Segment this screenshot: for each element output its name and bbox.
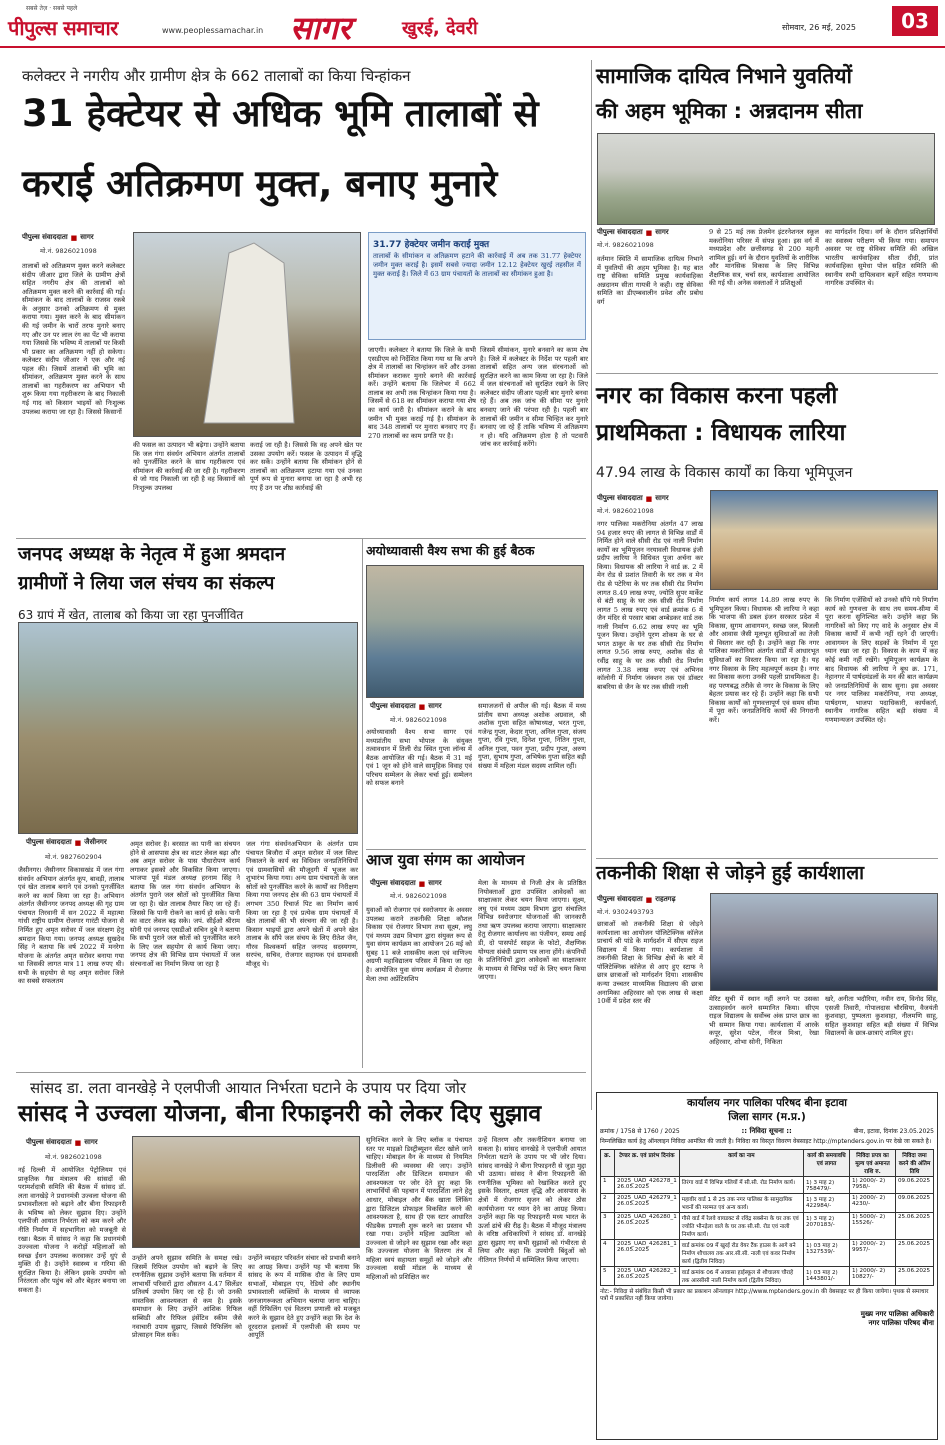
table-row [601,1193,934,1212]
tender-table [600,1149,934,1286]
tender-intro: निम्नलिखित कार्य हेतु ऑनलाइन निविदा आमंत्रित की जाती है। निविदा का विस्तृत विवरण वेबसाइट http://mptenders.gov.in पर देखे जा सकते है। [600,1138,932,1145]
yuva-col-2: मेला के माध्यम से निजी क्षेत्र के प्रतिष्ठित नियोक्ताओं द्वारा उपस्थित आवेदकों का साक्षात्कार लेकर चयन किया जाएगा। सूक्ष्म, लघु एवं मध्यम उद्यम विभाग द्वारा संचालित विभिन्न स्वरोजगार योजनाओं की जानकारी तथा ऋण उपलब्ध कराया जाएगा। साक्षात्कार हेतु रोजगार कार्यालय का पंजीयन, समग्र आई डी, दो पासपोर्ट साइज के फोटो, शैक्षणिक योग्यता संबंधी प्रमाण पत्र लाना होंगे। कंपनियों के प्रतिनिधियों द्वारा आवेदकों का साक्षात्कार के माध्यम से विभिन्न पदों के लिए चयन किया जाएगा। [478,879,586,982]
seva-col-3: का मार्गदर्शन दिया। वर्ग के दौरान प्रशिक्षार्थियों का स्वास्थ्य परीक्षण भी किया गया। समापन अवसर पर राष्ट्र सेविका समिति की अखिल भारतीय कार्यवाहिका सीता दीदी, प्रांत कार्यवाहिका सुमेधा पोल सहित समिति की स्थानीय सभी दायित्ववान बहनें सहित गणमान्य नागरिक उपस्थित थे। [825,228,938,288]
byline-separator: ■ [645,494,653,503]
byline-name: पीपुल्स संवाददाता [26,1138,72,1146]
tender-dated: बीना, इटावा, दिनांक 23.05.2025 [853,1128,934,1135]
tender-fee: 1) 5000/- 2) 15526/- [850,1212,896,1239]
vikas-mobile: मो.नं. 9826021098 [597,507,654,515]
tender-district: जिला सागर (म.प्र.) [728,1111,806,1123]
yuva-headline: आज युवा संगम का आयोजन [366,851,525,869]
janpad-col-2: अमृत सरोवर है। बरसात का पानी का संचयन होने से आसपास क्षेत्र का वाटर लेवल बढ़ा और अब अमृत सरोवर के पास पौधारोपण कार्य लगाकर इसको और विकसित किया जाएगा। भाजपा पूर्व मंडल अध्यक्ष हरनाम सिंह ने बताया कि जल गंगा संवर्धन अभियान के अंतर्गत पुराने जल स्रोतों को पुनर्जीवित किया जा रहा है। खेत तालाब तैयार किए जा रहे हैं। जिससे कि पानी रोकने का कार्य हो सके। पानी का वाटर लेवल बढ़ सके। जपं. सीईओ श्रीराम सोनी एवं जनपद एसडीओ सचिन दुबे ने बताया कि सभी पुराने जल स्रोतों को पुनर्जीवित करने के लिए जल सहयोग से कार्य किया जाए। जनपद क्षेत्र की विभिन्न ग्राम पंचायतों में जल संरचनाओं का निर्माण किया जा रहा है [130,840,240,968]
seva-mobile: मो.नं. 9826021098 [597,241,654,249]
byline-place: जैसीनगर [84,838,107,846]
tender-no: 2025_UAD_426281_1 26.05.2025 [615,1239,680,1266]
vikas-headline-1: नगर का विकास करना पहली [596,383,838,409]
info-box-title: 31.77 हेक्टेयर जमीन कराई मुक्त [373,240,490,250]
column-divider [591,60,592,1110]
tender-signatory-2: नगर पालिका परिषद बीना [868,1318,934,1327]
byline-name: पीपुल्स संवाददाता [22,233,68,241]
brand-logo: पीपुल्स समाचार [8,16,118,40]
sansad-col-4: सुनिश्चित करने के लिए ब्लॉक व पंचायत स्तर पर माइक्रो डिस्ट्रीब्यूशन सेंटर खोले जाने चाहिए। मोबाइल वैन के माध्यम से नियमित डिलीवरी की व्यवस्था की जाए। उन्होंने पारदर्शिता और डिजिटल समाधान की आवश्यकता पर जोर देते हुए कहा कि लाभार्थियों की पहचान में पारदर्शिता लाने हेतु आधार, मोबाइल और बैंक खाता लिंकिंग द्वारा डिजिटल प्रोफाइल विकसित करने की आवश्यकता है, साथ ही एक स्टार आधारित फीडबैक प्रणाली शुरू करने का प्रस्ताव भी रखा गया। उन्होंने महिला उद्यमिता को उज्ज्वला से जोड़ने का सुझाव रखा और कहा कि उज्ज्वला योजना के वितरण तंत्र में महिला स्वयं सहायता समूहों को जोड़ने और उज्ज्वला सखी मॉडल के माध्यम से महिलाओं को प्रशिक्षित कर [366,1136,472,1281]
munara-pillar-graphic [134,233,362,438]
tender-last-date: 09.06.2025 [896,1193,934,1212]
janpad-col-1: जैसीनगर। जैसीनगर विकासखंड में जल गंगा संवर्धन अभियान अंतर्गत कूप, बावड़ी, तालाब एवं खेत तालाब बनाने एवं उनको पुनर्जीवित करने का कार्य किया जा रहा है। अभियान अंतर्गत जैसीनगर जनपद अध्यक्ष की गृह ग्राम पंचायत तिरवानी में सन 2022 में महात्मा गांधी राष्ट्रीय ग्रामीण रोजगार गारंटी योजना से निर्मित हुए अमृत सरोवर में जल संरक्षण हेतु श्रमदान किया गया। जनपद अध्यक्ष सुखदेव सिंह ने बताया कि वर्ष 2022 में मनरेगा योजना के अंतर्गत अमृत सरोवर बनाया गया था जिसकी लागत मात्र 11 लाख रुपए थी। सभी के सहयोग से यह अमृत सरोवर जिले का सबसे सफलतम [18,866,124,986]
byline-place: सागर [655,494,669,502]
tender-title: :: निविदा सूचना :: [741,1127,792,1135]
tender-period: 1) 03 माह 2) 1327539/- [804,1239,850,1266]
tender-fee: 1) 2000/- 2) 7958/- [850,1176,896,1193]
tender-work: महावीर वार्ड 1 से 25 तक नगर पालिका के सामुदायिक भवनों की मरम्मत एवं अन्य कार्य। [679,1193,803,1212]
karyashala-col-2: मेरिट सूची में स्थान नहीं लगने पर उसका उत्साहवर्धन करने सम्मानित किया। सीएम राइज विद्यालय के सर्वोच्च अंक प्राप्त छात्र का भी सम्मान किया गया। कार्यशाला में आरके कपूर, सुरेश पटेल, नीरज मिश्रा, रेखा अहिरवार, शोभा सोनी, निकिता [709,995,819,1046]
seva-byline [597,228,669,237]
byline-place: सागर [84,1138,98,1146]
tender-col-header: निविदा जमा करने की अंतिम तिथि [896,1149,934,1176]
vaishya-mobile: मो.नं. 9826021098 [390,716,447,724]
tender-work: वार्ड क्रमांक 09 में खुरई रोड वेयर टैंक हाउस के आगे बने निर्माण शौचालय तक आर.सी.सी. नाली एवं कवर निर्माण कार्य (द्वितीय निविदा) [679,1239,803,1266]
janpad-headline-1: जनपद अध्यक्ष के नेतृत्व में हुआ श्रमदान [18,544,286,565]
sansad-byline [26,1138,98,1147]
info-box-text: तालाबों के सीमांकन व अतिक्रमण हटाने की कार्रवाई में अब तक 31.77 हेक्टेयर जमीन मुक्त कराई है। इसमें सबसे ज्यादा जमीन 12.12 हेक्टेयर खुरई तहसील में मुक्त कराई है। जिले में 63 ग्राम पंचायतों के तालाबों का सीमांकन हुआ है। [373,252,581,278]
section-rule [362,538,363,1068]
city-title: सागर [290,9,352,47]
tender-notice [596,1092,938,1440]
tender-col-header: टेण्डर क्र. एवं प्रारंभ दिनांक [615,1149,680,1176]
tender-sn: 2 [601,1193,615,1212]
vaishya-photo-meeting [366,565,584,698]
tender-no: 2025_UAD_426279_1 26.05.2025 [615,1193,680,1212]
byline-separator: ■ [74,838,82,847]
section-rule [16,1072,586,1073]
tender-last-date: 25.06.2025 [896,1212,934,1239]
sansad-kicker: सांसद डा. लता वानखेड़े ने एलपीजी आयात निर्भरता घटाने के उपाय पर दिया जोर [30,1079,466,1097]
lead-kicker: कलेक्टर ने नगरीय और ग्रामीण क्षेत्र के 662 तालाबों का किया चिन्हांकन [22,67,411,85]
issue-date: सोमवार, 26 मई, 2025 [782,23,857,32]
lead-photo-munara [133,232,361,437]
tender-header-row [601,1149,934,1176]
tender-note: नोट:- निविदा से संबंधित किसी भी प्रकार का प्रकाशन ऑनलाइन http://www.mptenders.gov.in की वेबसाइट पर ही किया जायेगा। पृथक से समाचार पत्रों में प्रकाशित नहीं किया जायेगा। [600,1288,929,1303]
byline-separator: ■ [645,228,653,237]
vikas-photo-bhoomipujan [710,490,938,590]
lead-col-5: जिसमें सीमांकन, मुनारे बनवाने का काम शेष है। जिले में कलेक्टर के निर्देश पर पहली बार तालाबों सहित अन्य जल संरचनाओं को सुरक्षित करने का काम किया जा रहा है। जिले में जल संरचनाओं को सुरक्षित रखने के लिए कलेक्टर संदीप जीआर पहली बार मुनारे बनवा रहे हैं। अब तक जांच की सीमा पर मुनारे बनवाए जाने की परंपरा रही है। पहली बार तालाबों की जमीन व सीमा चिन्हित कर मुनारे बनवाए जा रहे हैं ताकि भविष्य में अतिक्रमण न हो। यदि अतिक्रमण होता है तो पटवारी जांच कर कार्रवाई करेंगे। [480,346,588,449]
table-row [601,1176,934,1193]
byline-separator: ■ [70,233,78,242]
karyashala-headline: तकनीकी शिक्षा से जोड़ने हुई कार्यशाला [596,862,865,884]
tender-sn: 1 [601,1176,615,1193]
byline-separator: ■ [74,1138,82,1147]
sansad-photo-meeting [132,1136,360,1248]
lead-info-box [368,232,586,340]
website[interactable]: www.peoplessamachar.in [162,26,264,35]
table-row [601,1266,934,1285]
tender-work: तिरंगा वार्ड में विभिन्न गलियों में सी.सी. रोड निर्माण कार्य। [679,1176,803,1193]
tender-work: गौसे वार्ड में रेलवे वायडक्ट से रविंद्र सक्सेना के घर तक एवं ज्योति भौनड़ेला वाले के घर तक सी.सी. रोड एवं नाली निर्माण कार्य। [679,1212,803,1239]
byline-name: पीपुल्स संवाददाता [597,228,643,236]
tender-sn: 4 [601,1239,615,1266]
byline-separator: ■ [418,879,426,888]
vikas-col-2: निर्माण कार्य लागत 14.89 लाख रुपए के भूमिपूजन किया। विधायक श्री लारिया ने कहा कि भाजपा की डबल इंजन सरकार प्रदेश में विकास, सुगम आवागमन, स्वच्छ जल, बिजली और आवास जैसी मूलभूत सुविधाओं का तेजी से विस्तार कर रही है। उन्होंने कहा कि नगर पालिका मकरोनिया अंतर्गत वार्डों में आधारभूत सुविधाओं का विस्तार किया जा रहा है। यह नगर विकास के लिए महत्वपूर्ण कदम है। नगर का विकास करना उनकी पहली प्राथमिकता है। वह परणबद्ध तरीके से नगर के विकास के लिए बेहतर प्रयास कर रहे हैं। उन्होंने कहा कि सभी विकास कार्यों को गुणवत्तापूर्ण एवं समय सीमा में पूरा करें। जनप्रतिनिधि कार्यों की निगरानी करें। [709,596,819,724]
yuva-col-1: युवाओं को रोजगार एवं स्वरोजगार के अवसर उपलब्ध कराने तकनीकी शिक्षा कौशल विकास एवं रोजगार विभाग तथा सूक्ष्म, लघु एवं मध्यम उद्यम विभाग द्वारा संयुक्त रूप से युवा संगम कार्यक्रम का आयोजन 26 मई को सुबह 11 बजे शासकीय कला एवं वाणिज्य अग्रणी महाविद्यालय परिसर में किया जा रहा है। आयोजित युवा संगम कार्यक्रम में रोजगार मेला तथा अप्रेंटिसशिप [366,906,472,983]
tender-no: 2025_UAD_426278_1 26.05.2025 [615,1176,680,1193]
tender-period: 1) 3 माह 2) 758479/- [804,1176,850,1193]
tender-sn: 3 [601,1212,615,1239]
vaishya-byline [370,702,442,711]
brand-tagline: सबसे तेज़ · सबसे पहले [26,5,78,12]
sansad-headline: सांसद ने उज्वला योजना, बीना रिफाइनरी को लेकर दिए सुझाव [18,1101,542,1127]
page-number: 03 [892,6,938,36]
yuva-byline [370,879,442,888]
seva-col-1: वर्तमान स्थिति में सामाजिक दायित्व निभाने में युवतियों की अहम भूमिका है। यह बात राष्ट्र सेविका समिति प्रमुख कार्यवाहिका अन्नदानम सीता गायत्री ने कही। राष्ट्र सेविका समिति का डीएम्बवालीन प्रवेश और प्रबोध वर्ग [597,255,703,306]
vikas-kicker: 47.94 लाख के विकास कार्यों का किया भूमिपूजन [596,465,853,481]
tender-fee: 1) 2000/- 2) 4230/- [850,1193,896,1212]
byline-name: पीपुल्स संवाददाता [26,838,72,846]
tender-signatory: मुख्य नगर पालिका अधिकारी [860,1309,934,1318]
table-row [601,1212,934,1239]
byline-name: पीपुल्स संवाददाता [370,702,416,710]
vikas-byline [597,494,669,503]
vikas-headline-2: प्राथमिकता : विधायक लारिया [596,420,846,446]
lead-mobile: मो.नं. 9826021098 [40,247,97,255]
tender-col-header: क्र. [601,1149,615,1176]
sansad-col-1: नई दिल्ली में आयोजित पेट्रोलियम एवं प्राकृतिक गैस मंत्रालय की सांसदों की परामर्शदात्री समिति की बैठक में सांसद डॉ. लता वानखेड़े ने प्रधानमंत्री उज्वला योजना की प्रभावशीलता को बढ़ाने और बीना रिफाइनरी के भविष्य को लेकर सुझाव दिए। उन्होंने एलपीजी आयात निर्भरता को कम करने और नीति निर्माण में सहभागिता को मजबूती से रखा। बैठक में सांसद ने कहा कि प्रधानमंत्री उज्ज्वला योजना ने करोड़ों महिलाओं को स्वच्छ ईंधन उपलब्ध करवाकर उन्हें धुएं से मुक्ति दी है। उन्होंने स्वास्थ्य व गरिमा की सुरक्षित किया है। लेकिन इसके उपयोग को निरंतरता और पहुंच को और बेहतर बनाया जा सकता है। [18,1166,126,1294]
seva-photo-parade [597,133,935,225]
seva-col-2: 9 से 25 मई तक प्रेजमेन इंटरनेशनल स्कूल मकरोनिया परिसर में संपन्न हुआ। इस वर्ग में मध्यप्रदेश और छत्तीसगढ़ से 200 महनी शामिल हुई। वर्ग के दौरान युवतियों के शारीरिक और मानसिक विकास के लिए विभिन्न शैक्षणिक सत्र, चर्चा सत्र, कार्यशाला आयोजित की गई थी। अनेक वक्ताओं ने प्रशिक्षुओं [709,228,819,288]
karyashala-col-3: खरे, अनीता भदौरिया, नवीन राय, विनोद सिंह, एसजी तिवारी, गोपालदास चौरसिया, वैजयंती कुशवाहा, पुष्पलता कुशवाहा, नीलमणि साहू, सहित कुशवाहा सहित बड़ी संख्या में विभिन्न विद्यालयों के छात्र-छात्राएं शामिल हुए। [825,995,938,1038]
lead-headline-2: कराई अतिक्रमण मुक्त, बनाए मुनारे [22,162,498,205]
janpad-col-3: जल गंगा संवर्धनअभियान के अंतर्गत ग्राम पंचायत बिजौरा में अमृत सरोवर में जल सिल्ट निकालने के कार्य का विधिवत जनप्रतिनिधियों एवं ग्रामवासियों की मौजूदगी में भूजल कर शुभारंभ किया गया। अन्य ग्राम पंचायतों के जल स्रोतों को पुनर्जीवित करने के कार्यों का निरीक्षण किया गया जनपद क्षेत्र की 63 ग्राम पंचायतों में लगभग 350 रिचार्ज पिट का निर्माण कार्य किया जा रहा है एवं प्रत्येक ग्राम पंचायतों में खेत तालाबों की भी संरचना की जा रही है। किसान भाइयों द्वारा अपने खेतों में अपने खेत तालाब के सौंपे जल संचय के लिए रीतेश जैन, गौरव विश्वकर्मा सहित जनपद सदस्यगण, सरपंच, सचिव, रोजगार सहायक एवं ग्रामवासी मौजूद थे। [246,840,358,968]
vikas-col-1: नगर पालिका मकरोनिया अंतर्गत 47 लाख 94 हजार रुपए की लागत से विभिन्न वार्डों में निर्मित होने वाले सीसी रोड एवं नाली निर्माण कार्यों का भूमिपूजन नरयावली विधायक इंजी प्रदीप लारिया ने विधिवत पूजा अर्चना कर किया। विधायक श्री लारिया ने वार्ड क्र. 2 में मेन रोड से प्रशांत तिवारी के घर तक व मेन रोड से पटेरिया के घर तक सीसी रोड निर्माण लागत 8.49 लाख रुपए, ज्योति सुपर मार्केट से बंटी साहू के घर तक सीसी रोड निर्माण लागत 5 लाख रुपए एवं वार्ड क्रमांक 6 में जैन मंदिर से परवार बाबा अम्बेडकर वार्ड तक नाली निर्माण 6.62 लाख रुपए का भूमि पूजन किया। उन्होंने पूरण शोकम के घर से भगत ठाकुर के घर तक सीसी रोड निर्माण लागत 9.56 लाख रुपए, अशोक सेठ से रवींद्र साहू के घर तक सीसी रोड निर्माण लागत 3.38 लाख रुपए एवं अभिनव कॉलोनी में निर्माण जंक्शन तक एवं डॉक्टर बाबरिया से जैन के घर तक सीसी नाली [597,520,703,691]
lead-headline-1: 31 हेक्टेयर से अधिक भूमि तालाबों से [22,92,539,135]
sansad-col-5: उन्हें वितरण और तकनीशियन बनाया जा सकता है। सांसद वानखेड़े ने एलपीजी आयात निर्भरता घटाने के उपाय पर भी जोर दिया। सांसद वानखेड़े ने बीना रिफाइनरी से जुड़ा मुद्दा भी उठाया। सांसद ने बीना रिफाइनरी की रणनीतिक भूमिका को रेखांकित करते हुए इसके विस्तार, क्षमता वृद्धि और आसपास के क्षेत्रों में रोजगार सृजन को लेकर ठोस कार्ययोजना पर ध्यान देने का आग्रह किया। उन्होंने कहा कि यह रिफाइनरी मध्य भारत के ऊर्जा ढांचे की रीढ़ है। बैठक में मौजूद मंत्रालय के वरिष्ठ अधिकारियों ने सांसद डॉ. वानखेड़े द्वारा सुझाए गए सभी सुझावों को गंभीरता से लिया और कहा कि उपयोगी बिंदुओं को नीतिगत निर्णयों में सम्मिलित किया जाएगा। [478,1136,586,1264]
byline-place: सागर [655,228,669,236]
byline-name: पीपुल्स संवाददाता [597,494,643,502]
byline-place: सागर [428,879,442,887]
tender-last-date: 25.06.2025 [896,1239,934,1266]
tender-ref: क्रमांक / 1758 से 1760 / 2025 [600,1128,680,1135]
sansad-mobile: मो.नं. 9826021098 [45,1153,102,1161]
masthead [0,0,945,48]
lead-col-3: कराई जा रही है। जिससे कि वह अपने खेत पर उसका उपयोग करें। फसल के उत्पादन में वृद्धि कर सकें। उन्होंने बताया कि सीमांकन होने से तालाबों का अतिक्रमण हटाया गया एवं उनका पूर्ण रूप से मुनारा बनाया जा रहा है अभी रह गए हैं उन पर शीघ्र कार्रवाई की [250,441,362,492]
section-rule [366,849,586,850]
tender-period: 1) 03 माह 2) 1443801/- [804,1266,850,1285]
tender-no: 2025_UAD_426282_1 26.05.2025 [615,1266,680,1285]
section-rule [596,858,938,859]
lead-col-2: की फसल का उत्पादन भी बढ़ेगा। उन्होंने बताया कि जल गंगा संवर्धन अभियान अंतर्गत तालाबों को पुनर्जीवित करने के साथ गहरीकरण एवं सीमांकन की कार्रवाई की जा रही है। गहरीकरण से जो गाद निकाली जा रही है वह किसानों को निःशुल्क उपलब्ध [133,441,245,492]
tender-last-date: 25.06.2025 [896,1266,934,1285]
lead-col-1: तालाबों को अतिक्रमण मुक्त करने कलेक्टर संदीप जीआर द्वारा जिले के ग्रामीण क्षेत्रों सहित नगरीय क्षेत्र की तालाबों को अतिक्रमण मुक्त करने की कार्रवाई की गई। सीमांकन के बाद तालाबों के राजस्व रकबे के अनुसार उनको अतिक्रमण से मुक्त कराया गया। मुक्त करने के बाद सीमांकन की गई जमीन के चारों तरफ मुनारे बनाए गए और उन पर लाल रंग का पेंट भी कराया गया जिससे कि भविष्य में तालाबों पर किसी भी प्रकार का अतिक्रमण नहीं हो सकेगा। कलेक्टर संदीप जीआर ने एक और नई पहल की। जिसमें तालाबों की भूमि का सीमांकन, अतिक्रमण मुक्त करने के साथ तालाबों का गहरीकरण का अभियान भी शुरू किया गया गहरीकरण के बाद निकाली गई गाद को किसान भाइयों को निःशुल्क उपलब्ध कराया जा रहा है। जिससे किसानों [22,262,125,416]
tender-col-header: कार्य का नाम [679,1149,803,1176]
table-row [601,1239,934,1266]
tender-col-header: निविदा प्रपत्र का मूल्य एवं अमानत राशि रु. [850,1149,896,1176]
yuva-mobile: मो.नं. 9826021098 [390,892,447,900]
tender-sn: 5 [601,1266,615,1285]
tender-period: 1) 3 माह 2) 2070183/- [804,1212,850,1239]
lead-col-4: जाएगी। कलेक्टर ने बताया कि जिले के सभी एसडीएम को निर्देशित किया गया था कि अपने क्षेत्र में तालाबों का चिन्हांकन करें और उनका सीमांकन कराकर मुनारे बनाने की कार्रवाई करें। उन्होंने बताया कि जिलेभर में 662 तालाब का अभी तक चिन्हांकन किया गया है। जिसमें से 618 का सीमांकन कराया गया शेष का कार्य जारी है। सीमांकन कराने के बाद जमीन भी मुक्त कराई गई है। सीमांकन के बाद 348 तालाबों पर मुनारा बनवाए गए हैं। 270 तालाबों का काम प्रगति पर है। [368,346,476,440]
section-rule [596,373,938,374]
vaishya-col-1: अयोध्यावासी वैश्य सभा सागर एवं मध्यप्रांतीय सभा भोपाल के संयुक्त तत्वावधान में तिली रोड स्थित गुप्ता लॉन्स में बैठक आयोजित की गई। बैठक में 31 मई एवं 1 जून को होने वाले सामूहिक विवाह एवं परिचय सम्मेलन के लेकर चर्चा हुई। सम्मेलन को सफल बनाने [366,728,472,788]
janpad-byline [26,838,107,847]
tender-col-header: कार्य की समयावधि एवं लागत [804,1149,850,1176]
sansad-col-3: उन्होंने व्यवहार परिवर्तन संचार को प्रभावी बनाने का आग्रह किया। उन्होंने यह भी बताया कि सांसद के रूप में मासिक दौरा के लिए ग्राम सभाओं, मोबाइल एप, रेडियो और स्थानीय प्रभावशाली व्यक्तियों के माध्यम से व्यापक जनजागरूकता अभियान चलाया जाना चाहिए। वहीं रिफिलिंग एवं वितरण प्रणाली को मजबूत करने के सुझाव देते हुए उन्होंने कहा कि देश के दूरदराज इलाकों में एलपीजी की समय पर आपूर्ति [248,1254,360,1340]
byline-name: पीपुल्स संवाददाता [597,895,643,903]
byline-name: पीपुल्स संवाददाता [370,879,416,887]
tender-office: कार्यालय नगर पालिका परिषद बीना इटावा [686,1097,848,1109]
byline-place: सागर [428,702,442,710]
vaishya-headline: अयोध्यावासी वैश्य सभा की हुई बैठक [366,543,535,558]
karyashala-mobile: मो.नं. 9302493793 [597,908,654,916]
tender-work: वार्ड क्रमांक 06 में आवासा हाईस्कूल से शौचालय चौराहे तक आरसीसी नाली निर्माण कार्य (द्वितीय निविदा) [679,1266,803,1285]
sansad-col-2: उन्होंने अपने सुझाव समिति के समक्ष रखे। जिसमें रिफिल उपयोग को बढ़ाने के लिए रणनीतिक सुझाव उन्होंने बताया कि वर्तमान में लाभार्थी परिवारों द्वारा औसतन 4.47 सिलेंडर प्रतिवर्ष उपयोग किए जा रहे हैं। जो उनकी वास्तविक आवश्यकता से कम है। इसके समाधान के लिए उन्होंने आंशिक रिफिल सब्सिडी और रिफिल इंसेंटिव स्कीम जैसे नवाचारी उपाय सुझाए, जिससे रिफिलिंग को प्रोत्साहन मिल सके। [132,1254,242,1340]
tender-fee: 1) 2000/- 2) 10827/- [850,1266,896,1285]
janpad-mobile: मो.नं. 9827602904 [45,853,102,861]
tender-fee: 1) 2000/- 2) 9957/- [850,1239,896,1266]
karyashala-byline [597,895,676,904]
karyashala-photo [710,893,938,991]
janpad-headline-2: ग्रामीणों ने लिया जल संचय का संकल्प [18,573,275,594]
byline-separator: ■ [645,895,653,904]
seva-headline-2: की अहम भूमिका : अन्नदानम सीता [596,99,863,123]
seva-headline-1: सामाजिक दायित्व निभाने युवतियों [596,64,852,88]
janpad-photo-shramdan [18,622,358,834]
lead-byline [22,233,94,242]
vikas-col-3: कि निर्माण एजेंसियों को उनको सौंपे गये निर्माण कार्य को गुणवत्ता के साथ तय समय-सीमा में पूरा करना सुनिश्चित करें। उन्होंने कहा कि नागरिकों को किए गए वादे के अनुसार क्षेत्र में विकास कार्यों में कभी नहीं रहने दी जाएगी। आवागमन के लिए सड़कों के निर्माण में पूरा ध्यान रखा जा रहा है। विकास के काम में कह कोई कमी नहीं रखेंगे। भूमिपूजन कार्यक्रम के बाद विधायक श्री लारिया ने बूथ क्र. 171, नेहानगर में पार्षदमंडलों के मन की बात कार्यक्रम को जनप्रतिनिधियों के साथ सुना। इस अवसर पर नगर पालिका मकरोनिया, नपा अध्यक्ष, पार्षदगण, भाजपा पदाधिकारी, कार्यकर्ता, स्थानीय नागरिक सहित बड़ी संख्या में गणमान्यजन उपस्थित रहे। [825,596,938,724]
byline-place: सागर [80,233,94,241]
tender-no: 2025_UAD_426280_1 26.05.2025 [615,1212,680,1239]
sub-cities: खुरई, देवरी [402,18,478,39]
tender-period: 1) 3 माह 2) 422984/- [804,1193,850,1212]
section-rule [16,538,586,539]
byline-place: राहतगढ़ [655,895,676,903]
byline-separator: ■ [418,702,426,711]
vaishya-col-2: समाजजनों से अपील की गई। बैठक में मध्य प्रांतीय सभा अध्यक्ष अशोक अग्रवाल, श्री अशोक गुप्ता सहित कोषाध्यक्ष, भरत गुप्ता, गजेन्द्र गुप्ता, केदार गुप्ता, अनिल गुप्ता, संजय गुप्ता, रवि गुप्ता, दिनेश गुप्ता, नितिन गुप्ता, अनिल गुप्ता, पवन गुप्ता, प्रदीप गुप्ता, अरुण गुप्ता, सुभाष गुप्ता, अभिषेक गुप्ता सहित बड़ी संख्या में महिला मंडल सदस्य शामिल रहीं। [478,702,586,770]
tender-last-date: 09.06.2025 [896,1176,934,1193]
tender-ref-row [600,1127,934,1136]
janpad-kicker: 63 ग्रापं में खेत, तालाब को किया जा रहा पुनर्जीवित [18,608,244,622]
karyashala-col-1: छात्राओं को तकनीकी शिक्षा से जोड़ने कार्यशाला का आयोजन पॉलिटेक्निक कॉलेज प्राचार्य श्री पांडे के मार्गदर्शन में सीएम राइज विद्यालय में किया गया। कार्यशाला में तकनीकी शिक्षा के विभिन्न क्षेत्रों के बारे में पॉलिटेक्निक कॉलेज से आए हुए स्टाफ ने छात्र छात्राओं को मार्गदर्शन दिया। शासकीय कन्या उच्चतर माध्यमिक विद्यालय की छात्रा अनामिका अहिरवार को एक लाख से कक्षा 10वीं में प्रदेश स्तर की [597,920,703,1006]
